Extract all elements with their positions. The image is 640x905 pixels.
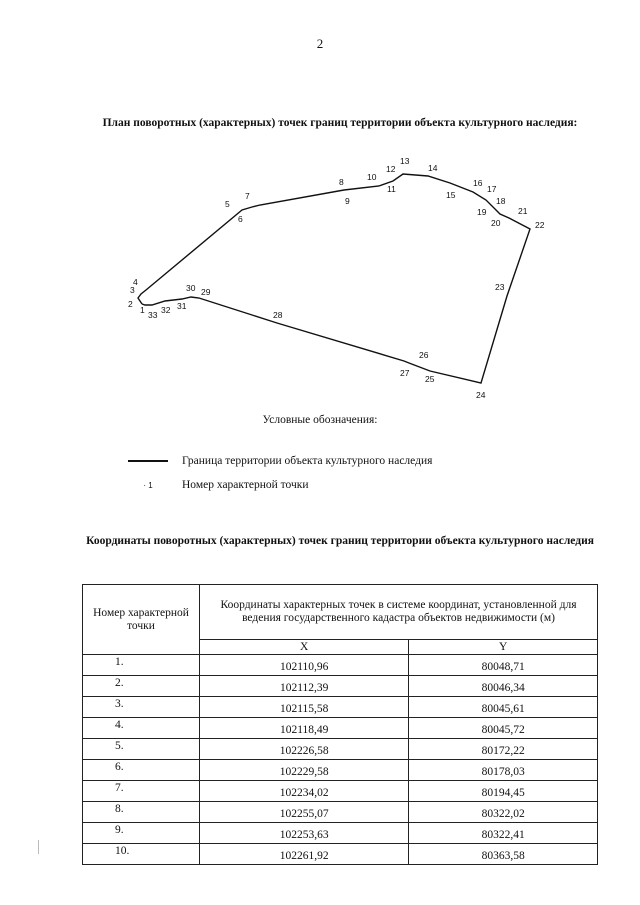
point-label-20: 20 [491, 218, 501, 228]
point-label-14: 14 [428, 163, 438, 173]
plan-title: План поворотных (характерных) точек границ территории объекта культурного наследия: [102, 117, 578, 129]
table-row [83, 844, 598, 865]
point-label-8: 8 [339, 177, 344, 187]
point-label-5: 5 [225, 199, 230, 209]
coords-title: Координаты поворотных (характерных) точек границ территории объекта культурного наследия [86, 535, 594, 547]
point-label-12: 12 [386, 164, 396, 174]
point-label-1: 1 [140, 305, 145, 315]
row-number: 8. [83, 802, 200, 823]
y-value: 80194,45 [409, 781, 598, 802]
point-label-25: 25 [425, 374, 435, 384]
x-value: 102234,02 [200, 781, 409, 802]
legend-title: Условные обозначения: [262, 414, 378, 426]
point-label-3: 3 [130, 285, 135, 295]
row-number: 10. [83, 844, 200, 865]
legend-point [128, 479, 309, 491]
header-y: Y [409, 640, 598, 655]
y-value: 80322,41 [409, 823, 598, 844]
row-number: 7. [83, 781, 200, 802]
row-number: 3. [83, 697, 200, 718]
y-value: 80178,03 [409, 760, 598, 781]
x-value: 102110,96 [200, 655, 409, 676]
header-coordinates: Координаты характерных точек в системе координат, установленной для ведения государственного кадастра объектов недвижимости (м) [200, 585, 598, 640]
legend-boundary-label: Граница территории объекта культурного наследия [182, 455, 433, 467]
point-label-22: 22 [535, 220, 545, 230]
legend-boundary [128, 455, 432, 467]
y-value: 80046,34 [409, 676, 598, 697]
point-label-19: 19 [477, 207, 487, 217]
x-value: 102261,92 [200, 844, 409, 865]
point-label-11: 11 [387, 184, 396, 194]
page-number: 2 [316, 36, 324, 51]
table-row [83, 697, 598, 718]
table-row [83, 718, 598, 739]
point-label-10: 10 [367, 172, 377, 182]
x-value: 102118,49 [200, 718, 409, 739]
point-label-15: 15 [446, 190, 456, 200]
table-row [83, 781, 598, 802]
y-value: 80048,71 [409, 655, 598, 676]
point-label-18: 18 [496, 196, 506, 206]
point-label-21: 21 [518, 206, 528, 216]
boundary-line [138, 174, 530, 383]
x-value: 102226,58 [200, 739, 409, 760]
point-label-29: 29 [201, 287, 211, 297]
x-value: 102255,07 [200, 802, 409, 823]
point-label-6: 6 [238, 214, 243, 224]
table-row [83, 823, 598, 844]
table-row [83, 760, 598, 781]
row-number: 4. [83, 718, 200, 739]
point-label-31: 31 [177, 301, 187, 311]
point-label-13: 13 [400, 156, 410, 166]
boundary-plan [0, 150, 640, 410]
y-value: 80363,58 [409, 844, 598, 865]
point-label-17: 17 [487, 184, 497, 194]
row-number: 1. [83, 655, 200, 676]
coordinates-table [82, 584, 598, 865]
point-label-26: 26 [419, 350, 429, 360]
legend-line-sample [128, 460, 168, 462]
y-value: 80045,61 [409, 697, 598, 718]
point-label-24: 24 [476, 390, 486, 400]
point-label-16: 16 [473, 178, 483, 188]
row-number: 6. [83, 760, 200, 781]
row-number: 9. [83, 823, 200, 844]
table-row [83, 739, 598, 760]
header-x: X [200, 640, 409, 655]
point-label-4: 4 [133, 277, 138, 287]
point-label-33: 33 [148, 310, 158, 320]
y-value: 80172,22 [409, 739, 598, 760]
x-value: 102112,39 [200, 676, 409, 697]
legend-point-sample: · 1 [143, 480, 153, 490]
table-row [83, 655, 598, 676]
row-number: 2. [83, 676, 200, 697]
x-value: 102229,58 [200, 760, 409, 781]
point-label-28: 28 [273, 310, 283, 320]
y-value: 80045,72 [409, 718, 598, 739]
point-label-2: 2 [128, 299, 133, 309]
point-label-7: 7 [245, 191, 250, 201]
point-label-30: 30 [186, 283, 196, 293]
header-number: Номер характерной точки [83, 585, 200, 655]
row-number: 5. [83, 739, 200, 760]
point-labels [128, 156, 545, 400]
point-label-32: 32 [161, 305, 171, 315]
y-value: 80322,02 [409, 802, 598, 823]
margin-mark [38, 840, 39, 854]
legend-point-label: Номер характерной точки [182, 479, 309, 491]
x-value: 102115,58 [200, 697, 409, 718]
table-row [83, 676, 598, 697]
point-label-23: 23 [495, 282, 505, 292]
x-value: 102253,63 [200, 823, 409, 844]
point-label-27: 27 [400, 368, 410, 378]
point-label-9: 9 [345, 196, 350, 206]
table-row [83, 802, 598, 823]
